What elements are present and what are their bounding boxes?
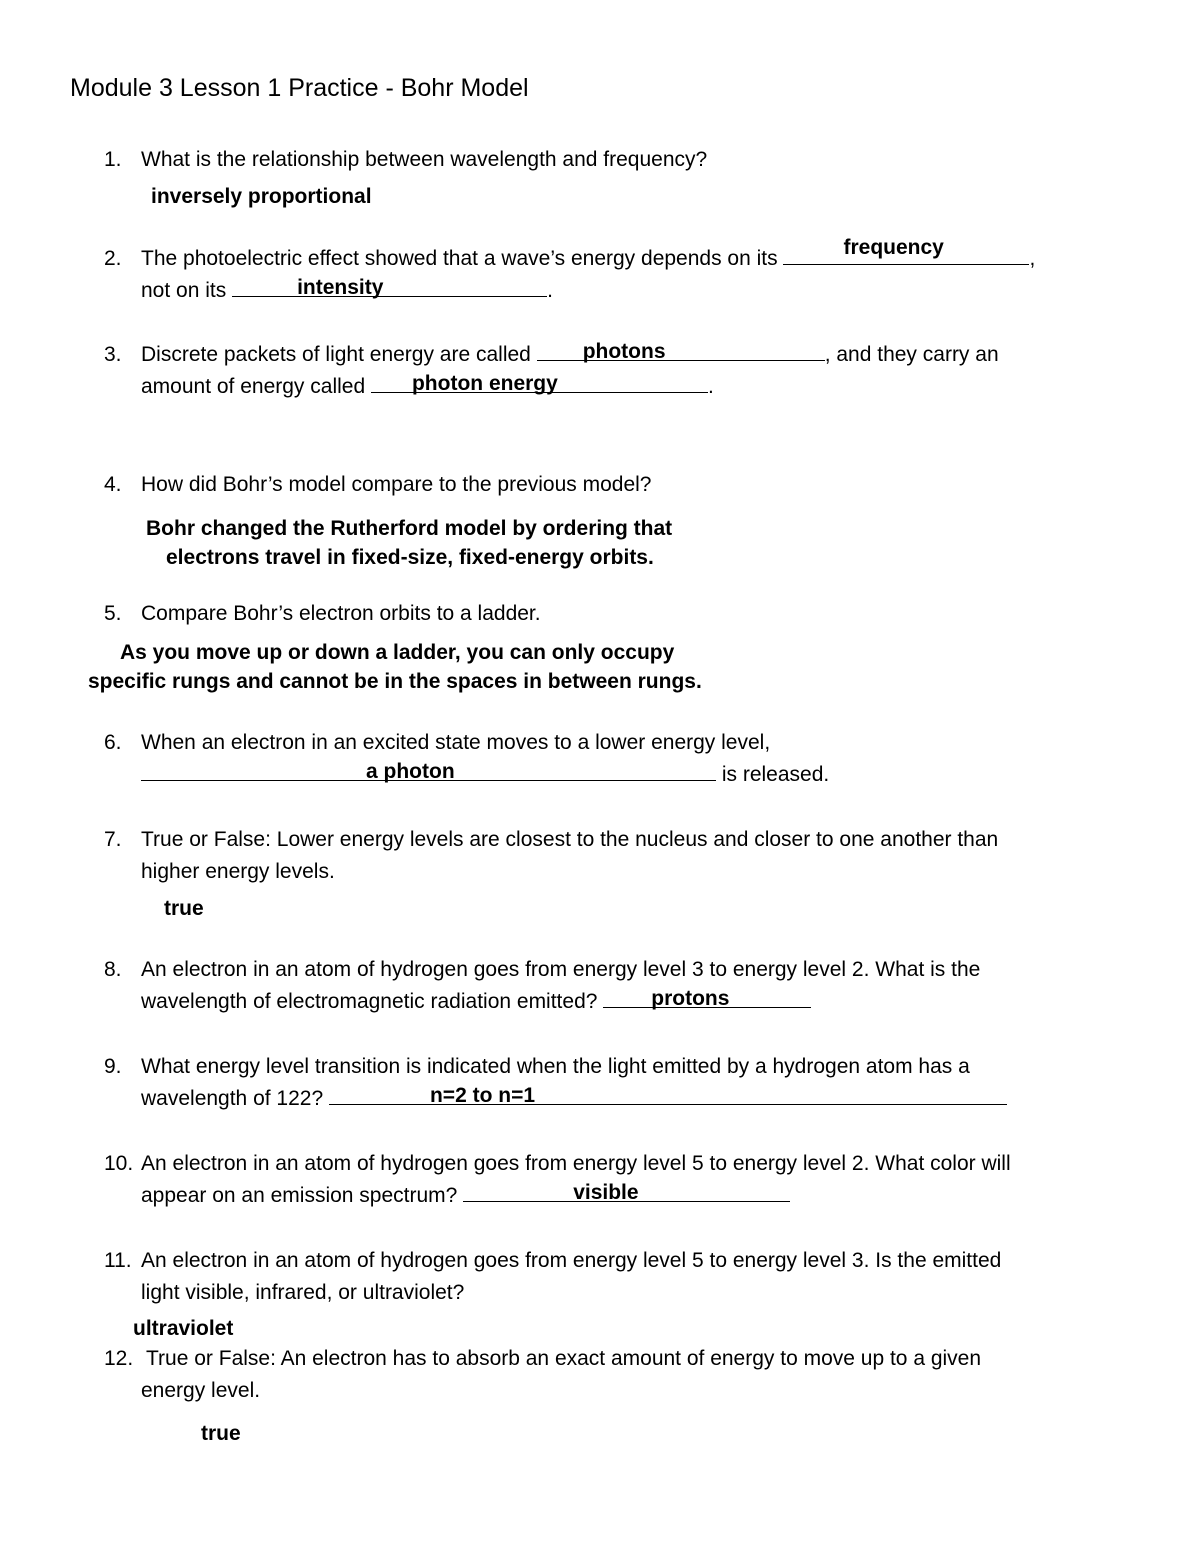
q1-text: What is the relationship between wavelength and frequency? [141, 148, 708, 171]
q6-blank [141, 760, 716, 781]
q7-line1: True or False: Lower energy levels are closest to the nucleus and closer to one another than [141, 828, 999, 851]
q4-answer-line1: Bohr changed the Rutherford model by ordering that [146, 517, 673, 540]
q12-answer: true [201, 1422, 241, 1445]
q3-number: 3. [104, 343, 122, 366]
q7-number: 7. [104, 828, 122, 851]
q6-line1: When an electron in an excited state moves to a lower energy level, [141, 731, 771, 754]
q3-line2-suffix: . [707, 375, 714, 398]
q11-line2: light visible, infrared, or ultraviolet? [141, 1281, 465, 1304]
q7-line2: higher energy levels. [141, 860, 335, 883]
q8-blank [603, 987, 811, 1008]
q5-number: 5. [104, 602, 122, 625]
q10-blank [463, 1181, 790, 1202]
q2-line2-prefix: not on its [141, 279, 233, 302]
q8-answer: protons [651, 987, 730, 1010]
q3-line1 [141, 339, 999, 371]
q3-line2-prefix: amount of energy called [141, 375, 371, 398]
q9-line1: What energy level transition is indicated when the light emitted by a hydrogen atom has a [141, 1055, 970, 1078]
q6-line2 [141, 759, 829, 791]
q10-line2-prefix: appear on an emission spectrum? [141, 1184, 464, 1207]
q9-blank [329, 1084, 1007, 1105]
q2-line1-prefix: The photoelectric effect showed that a wave’s energy depends on its [141, 247, 784, 270]
q12-number: 12. [104, 1347, 134, 1370]
q8-line2 [141, 986, 811, 1018]
q4-number: 4. [104, 473, 122, 496]
q11-line1: An electron in an atom of hydrogen goes from energy level 5 to energy level 3. Is the emitted [141, 1249, 1002, 1272]
q3-answer-2: photon energy [411, 372, 558, 395]
q4-answer-line2: electrons travel in fixed-size, fixed-energy orbits. [166, 546, 654, 569]
q2-answer-1: frequency [843, 236, 944, 259]
q11-answer: ultraviolet [133, 1317, 234, 1340]
q3-line1-prefix: Discrete packets of light energy are called [141, 343, 537, 366]
q1-number: 1. [104, 148, 122, 171]
q1-answer: inversely proportional [151, 185, 372, 208]
q2-blank-2 [232, 276, 547, 297]
q12-line2: energy level. [141, 1379, 261, 1402]
q3-line1-suffix: , and they carry an [824, 343, 999, 366]
q10-number: 10. [104, 1152, 134, 1175]
q9-line2 [141, 1083, 1007, 1115]
q3-line2 [141, 371, 714, 403]
q2-line2 [141, 275, 553, 307]
q6-answer: a photon [366, 760, 455, 783]
page-title: Module 3 Lesson 1 Practice - Bohr Model [70, 74, 529, 102]
q2-line1 [141, 236, 1036, 275]
q12-line1: True or False: An electron has to absorb an exact amount of energy to move up to a given [146, 1347, 982, 1370]
q9-answer: n=2 to n=1 [429, 1084, 536, 1107]
q8-line1: An electron in an atom of hydrogen goes from energy level 3 to energy level 2. What is the [141, 958, 981, 981]
q6-line2-suffix: is released. [716, 763, 830, 786]
q5-answer-line2: specific rungs and cannot be in the spaces in between rungs. [88, 670, 702, 693]
q10-line2 [141, 1180, 790, 1212]
q3-blank-1 [537, 340, 825, 361]
q10-answer: visible [573, 1181, 639, 1204]
q3-blank-2 [371, 372, 708, 393]
q2-answer-2: intensity [297, 276, 384, 299]
q8-line2-prefix: wavelength of electromagnetic radiation emitted? [141, 990, 604, 1013]
q2-line1-suffix: , [1029, 247, 1036, 270]
q4-text: How did Bohr’s model compare to the previous model? [141, 473, 652, 496]
q2-blank-1 [783, 236, 1029, 265]
q3-answer-1: photons [582, 340, 666, 363]
q7-answer: true [164, 897, 204, 920]
q6-number: 6. [104, 731, 122, 754]
q5-text: Compare Bohr’s electron orbits to a ladder. [141, 602, 541, 625]
q10-line1: An electron in an atom of hydrogen goes from energy level 5 to energy level 2. What color will [141, 1152, 1011, 1175]
q5-answer-line1: As you move up or down a ladder, you can only occupy [120, 641, 675, 664]
q9-line2-prefix: wavelength of 122? [141, 1087, 329, 1110]
q2-line2-suffix: . [547, 279, 553, 302]
q9-number: 9. [104, 1055, 122, 1078]
q8-number: 8. [104, 958, 122, 981]
q2-number: 2. [104, 247, 122, 270]
q11-number: 11. [104, 1249, 132, 1272]
